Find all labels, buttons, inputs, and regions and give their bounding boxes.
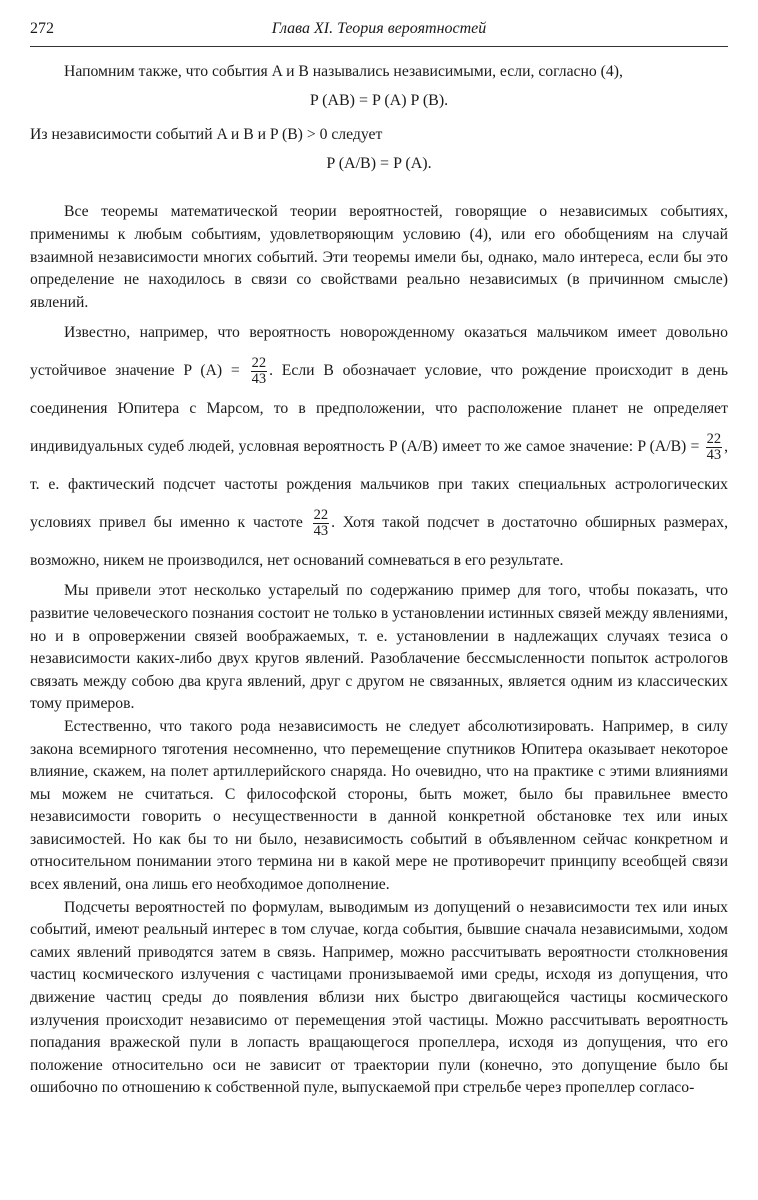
paragraph-absolutization: Естественно, что такого рода независимость не следует абсолютизировать. Например, в силу закона всемирного тяготения несомненно, что перемещение спутников Юпитера оказывает некоторое влияние, скажем, на полет артиллерийского снаряда. Но очевидно, что на практике с этими влияниями мы можем не считаться. С философской стороны, быть может, было бы правильнее вместо независимости говорить о несущественности в данной конкретной обстановке тех или иных зависимостей. Но как бы то ни было, независимость событий в объявленном сейчас конкретном и относительном понимании этого термина ни в какой мере не противоречит принципу всеобщей связи всех явлений, она лишь его необходимое дополнение. (30, 717, 728, 894)
intro-line-1: Напомним также, что события A и B назывались независимыми, если, согласно (4), (64, 63, 623, 80)
page-number: 272 (30, 20, 54, 37)
fraction-22-43-a (251, 356, 268, 387)
paragraph-boy-probability (30, 314, 728, 580)
paragraph-calculations: Подсчеты вероятностей по формулам, выводимым из допущений о независимости тех или иных событий, имеют реальный интерес в том случае, когда события, бывшие сначала независимыми, ходом самих явлений приводятся затем в связь. Например, можно рассчитывать вероятности столкновения частиц космического излучения с частицами пронизываемой ими среды, исходя из допущения, что движение частиц среды до появления вблизи них быстро двигающейся частицы космического излучения происходит независимо от перемещения этой частицы. Можно рассчитывать вероятность попадания вражеской пули в лопасть вращающегося пропеллера, исходя из допущения, что его положение относительно оси не зависит от траектории пули (конечно, это допущение было бы ошибочно по отношению к собственной пуле, выпускаемой при стрельбе через пропеллер согласо- (30, 898, 728, 1097)
fraction-numerator: 22 (706, 431, 722, 448)
fraction-22-43-c (313, 508, 330, 539)
boy-text-c: , т. е. фактический подсчет частоты рождения мальчиков при таких специальных астрологических условиях привел бы именно к частоте (30, 438, 729, 532)
boy-text-a: Известно, например, что вероятность новорожденному оказаться мальчиком имеет довольно устойчивое значение P (A) = (30, 324, 728, 380)
fraction-22-43-b (706, 432, 723, 463)
fraction-numerator: 22 (251, 355, 267, 372)
boy-text-d: . Хотя такой подсчет в достаточно обширных размерах, возможно, никем не производился, нет оснований сомневаться в его результате. (30, 514, 728, 570)
running-title: Глава XI. Теория вероятностей (271, 20, 487, 37)
fraction-denominator: 43 (313, 523, 329, 540)
fraction-denominator: 43 (251, 371, 267, 388)
formula-conditional: P (A/B) = P (A). (326, 154, 432, 172)
formula-independence: P (AB) = P (A) P (B). (309, 91, 449, 109)
fraction-denominator: 43 (706, 447, 722, 464)
paragraph-astrology: Мы привели этот несколько устарелый по содержанию пример для того, чтобы показать, что развитие человеческого познания состоит не только в установлении истинных связей между явлениями, но и в опровержении связей воображаемых, т. е. установлении в надлежащих случаях тезиса о независимости каких-либо двух кругов явлений. Разоблачение бессмысленности попыток астрологов связать между собою два круга явлений, друг с другом не связанных, является одним из классических тому примеров. (30, 582, 728, 713)
page-body (30, 47, 728, 1100)
fraction-numerator: 22 (313, 507, 329, 524)
paragraph-theorems: Все теоремы математической теории вероятностей, говорящие о независимых событиях, применимы к любым событиям, удовлетворяющим условию (4), или его обобщениям на случай взаимной независимости многих событий. Эти теоремы имели бы, однако, мало интереса, если бы это определение не находилось в связи со свойствами реально независимых (в причинном смысле) явлений. (30, 203, 728, 311)
page-header (30, 16, 728, 47)
intro-line-2: Из независимости событий A и B и P (B) > 0 следует (30, 126, 383, 144)
boy-text-b: . Если B обозначает условие, что рождение происходит в день соединения Юпитера с Марсом, то в предположении, что расположение планет не определяет индивидуальных судеб людей, условная вероятность P (A/B) имеет то же самое значение: P (A/B) = (30, 362, 729, 456)
